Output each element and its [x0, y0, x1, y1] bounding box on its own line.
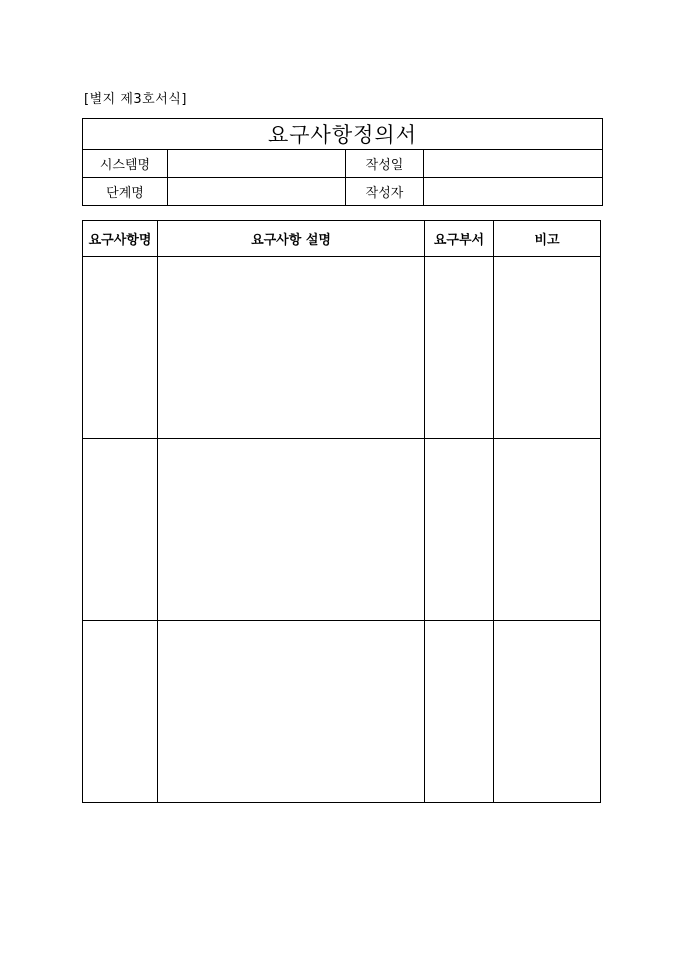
requirement-name-cell[interactable] — [83, 621, 158, 803]
requirement-note-cell[interactable] — [494, 257, 601, 439]
table-row — [83, 439, 601, 621]
header-row-stage — [83, 178, 603, 206]
requirement-note-cell[interactable] — [494, 439, 601, 621]
table-header-row — [83, 221, 601, 257]
document-title: 요구사항정의서 — [83, 119, 603, 150]
requirement-department-cell[interactable] — [425, 439, 494, 621]
column-header-department: 요구부서 — [425, 221, 494, 257]
requirement-name-cell[interactable] — [83, 257, 158, 439]
column-header-requirement-name: 요구사항명 — [83, 221, 158, 257]
requirement-description-cell[interactable] — [158, 621, 425, 803]
author-label: 작성자 — [346, 178, 424, 206]
requirements-table — [82, 220, 601, 803]
form-number-label: [별지 제3호서식] — [84, 92, 187, 107]
requirement-department-cell[interactable] — [425, 621, 494, 803]
requirement-department-cell[interactable] — [425, 257, 494, 439]
requirement-name-cell[interactable] — [83, 439, 158, 621]
requirement-description-cell[interactable] — [158, 257, 425, 439]
created-date-label: 작성일 — [346, 150, 424, 178]
document-header-table — [82, 118, 603, 206]
column-header-description: 요구사항 설명 — [158, 221, 425, 257]
table-row — [83, 621, 601, 803]
table-row — [83, 257, 601, 439]
column-header-note: 비고 — [494, 221, 601, 257]
system-name-label: 시스템명 — [83, 150, 168, 178]
system-name-field[interactable] — [168, 150, 346, 178]
requirement-description-cell[interactable] — [158, 439, 425, 621]
stage-name-field[interactable] — [168, 178, 346, 206]
created-date-field[interactable] — [424, 150, 603, 178]
author-field[interactable] — [424, 178, 603, 206]
requirement-note-cell[interactable] — [494, 621, 601, 803]
header-row-system — [83, 150, 603, 178]
stage-name-label: 단계명 — [83, 178, 168, 206]
